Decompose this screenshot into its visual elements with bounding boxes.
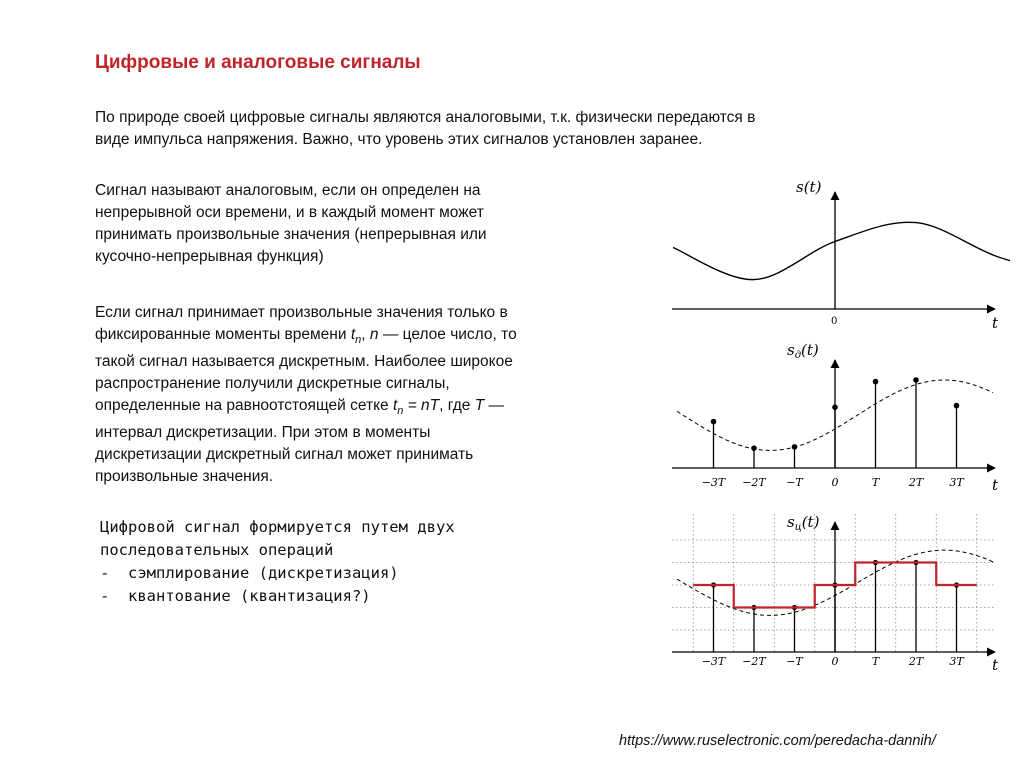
list-item: - квантование (квантизация?)	[100, 587, 371, 605]
text-line: фиксированные моменты времени $t_n$, n — целое число, то	[95, 326, 517, 347]
y-axis-label: s(t)	[796, 178, 822, 196]
text-line: определенные на равноотстоящей сетке $t_n$ = nT, где T —	[95, 397, 504, 418]
analog-signal-curve	[673, 222, 1010, 279]
text-line: распространение получили дискретные сигналы,	[95, 375, 450, 393]
x-axis-label: t	[992, 476, 999, 494]
sample-point	[711, 419, 717, 425]
text-line: дискретизации дискретный сигнал может принимать	[95, 446, 474, 464]
sample-point	[913, 377, 919, 383]
x-axis-label: t	[992, 656, 999, 674]
sample-point	[873, 379, 879, 385]
discrete-chart	[672, 341, 999, 494]
text-line: Цифровой сигнал формируется путем двух	[100, 518, 455, 536]
digital-chart	[672, 513, 999, 674]
x-tick-label: 3T	[949, 655, 964, 668]
x-tick-label: T	[871, 655, 880, 668]
text-line: интервал дискретизации. При этом в моменты	[95, 424, 431, 442]
intro-text	[95, 107, 975, 151]
x-tick-label: −2T	[742, 476, 766, 489]
text-line: последовательных операций	[100, 541, 334, 559]
intro-line: По природе своей цифровые сигналы являются аналоговыми, т.к. физически передаются в	[95, 109, 756, 126]
intro-line: виде импульса напряжения. Важно, что уровень этих сигналов установлен заранее.	[95, 131, 703, 148]
sample-point	[954, 403, 960, 409]
text-line: Если сигнал принимает произвольные значения только в	[95, 304, 508, 321]
x-tick-label: 2T	[908, 655, 924, 668]
slide-title: Цифровые и аналоговые сигналы	[95, 52, 421, 73]
x-tick-label: 0	[831, 476, 839, 489]
x-tick-label: −3T	[701, 476, 726, 489]
text-line: такой сигнал называется дискретным. Наиболее широкое	[95, 353, 513, 371]
signal-charts	[660, 170, 1010, 695]
source-link[interactable]: https://www.ruselectronic.com/peredacha-dannih/	[619, 733, 936, 749]
sample-point	[751, 445, 757, 451]
grid-formula: = nT	[407, 397, 440, 415]
sample-point	[792, 444, 798, 450]
text-line: кусочно-непрерывная функция)	[95, 248, 324, 265]
digital-definition	[100, 516, 580, 608]
list-item: - сэмплирование (дискретизация)	[100, 564, 399, 582]
x-tick-label: T	[871, 476, 880, 489]
x-tick-label: 3T	[949, 476, 964, 489]
sample-point	[832, 404, 838, 410]
x-tick-label: −2T	[742, 655, 766, 668]
x-tick-label: −T	[786, 655, 803, 668]
text-line: Сигнал называют аналоговым, если он определен на	[95, 182, 481, 199]
y-axis-label: $s_ц(t)$	[787, 513, 820, 533]
text-line: принимать произвольные значения (непрерывная или	[95, 226, 487, 243]
text-line: непрерывной оси времени, и в каждый момент может	[95, 204, 484, 221]
y-axis-label: $s_д(t)$	[787, 341, 819, 361]
analog-chart	[672, 178, 1010, 332]
discrete-definition	[95, 302, 655, 488]
origin-label: 0	[831, 316, 838, 327]
x-axis-label: t	[992, 314, 999, 332]
x-tick-label: 2T	[908, 476, 924, 489]
x-tick-label: 0	[831, 655, 839, 668]
x-tick-label: −3T	[701, 655, 726, 668]
text-line: произвольные значения.	[95, 468, 274, 486]
analog-definition	[95, 180, 655, 268]
x-tick-label: −T	[786, 476, 803, 489]
